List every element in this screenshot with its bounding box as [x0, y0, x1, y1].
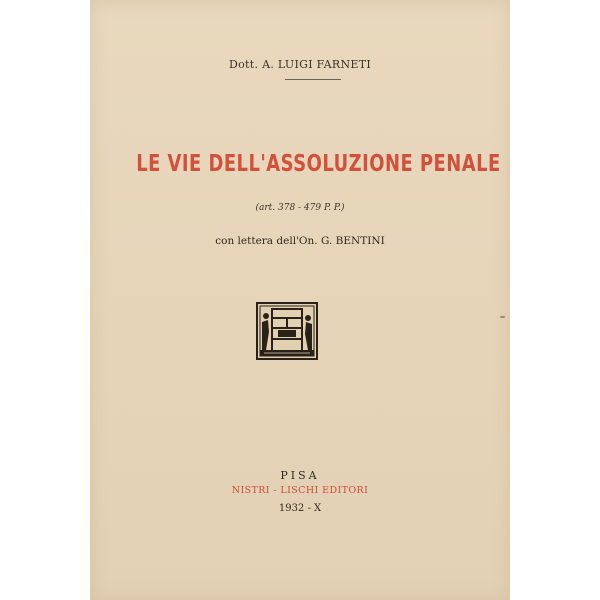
publication-city: PISA — [280, 469, 320, 482]
letter-credit: con lettera dell'On. G. BENTINI — [215, 235, 385, 247]
publication-year: 1932 - X — [278, 503, 322, 514]
printer-device-woodcut-icon — [256, 302, 318, 360]
author-name: Dott. A. LUIGI FARNETI — [229, 58, 371, 71]
book-title: LE VIE DELL'ASSOLUZIONE PENALE — [136, 151, 501, 177]
book-subtitle: (art. 378 - 479 P. P.) — [255, 203, 345, 213]
author-underline — [285, 79, 341, 80]
publisher-name: NISTRI - LISCHI EDITORI — [231, 485, 369, 496]
book-cover — [90, 0, 510, 600]
paper-speck — [500, 316, 505, 318]
